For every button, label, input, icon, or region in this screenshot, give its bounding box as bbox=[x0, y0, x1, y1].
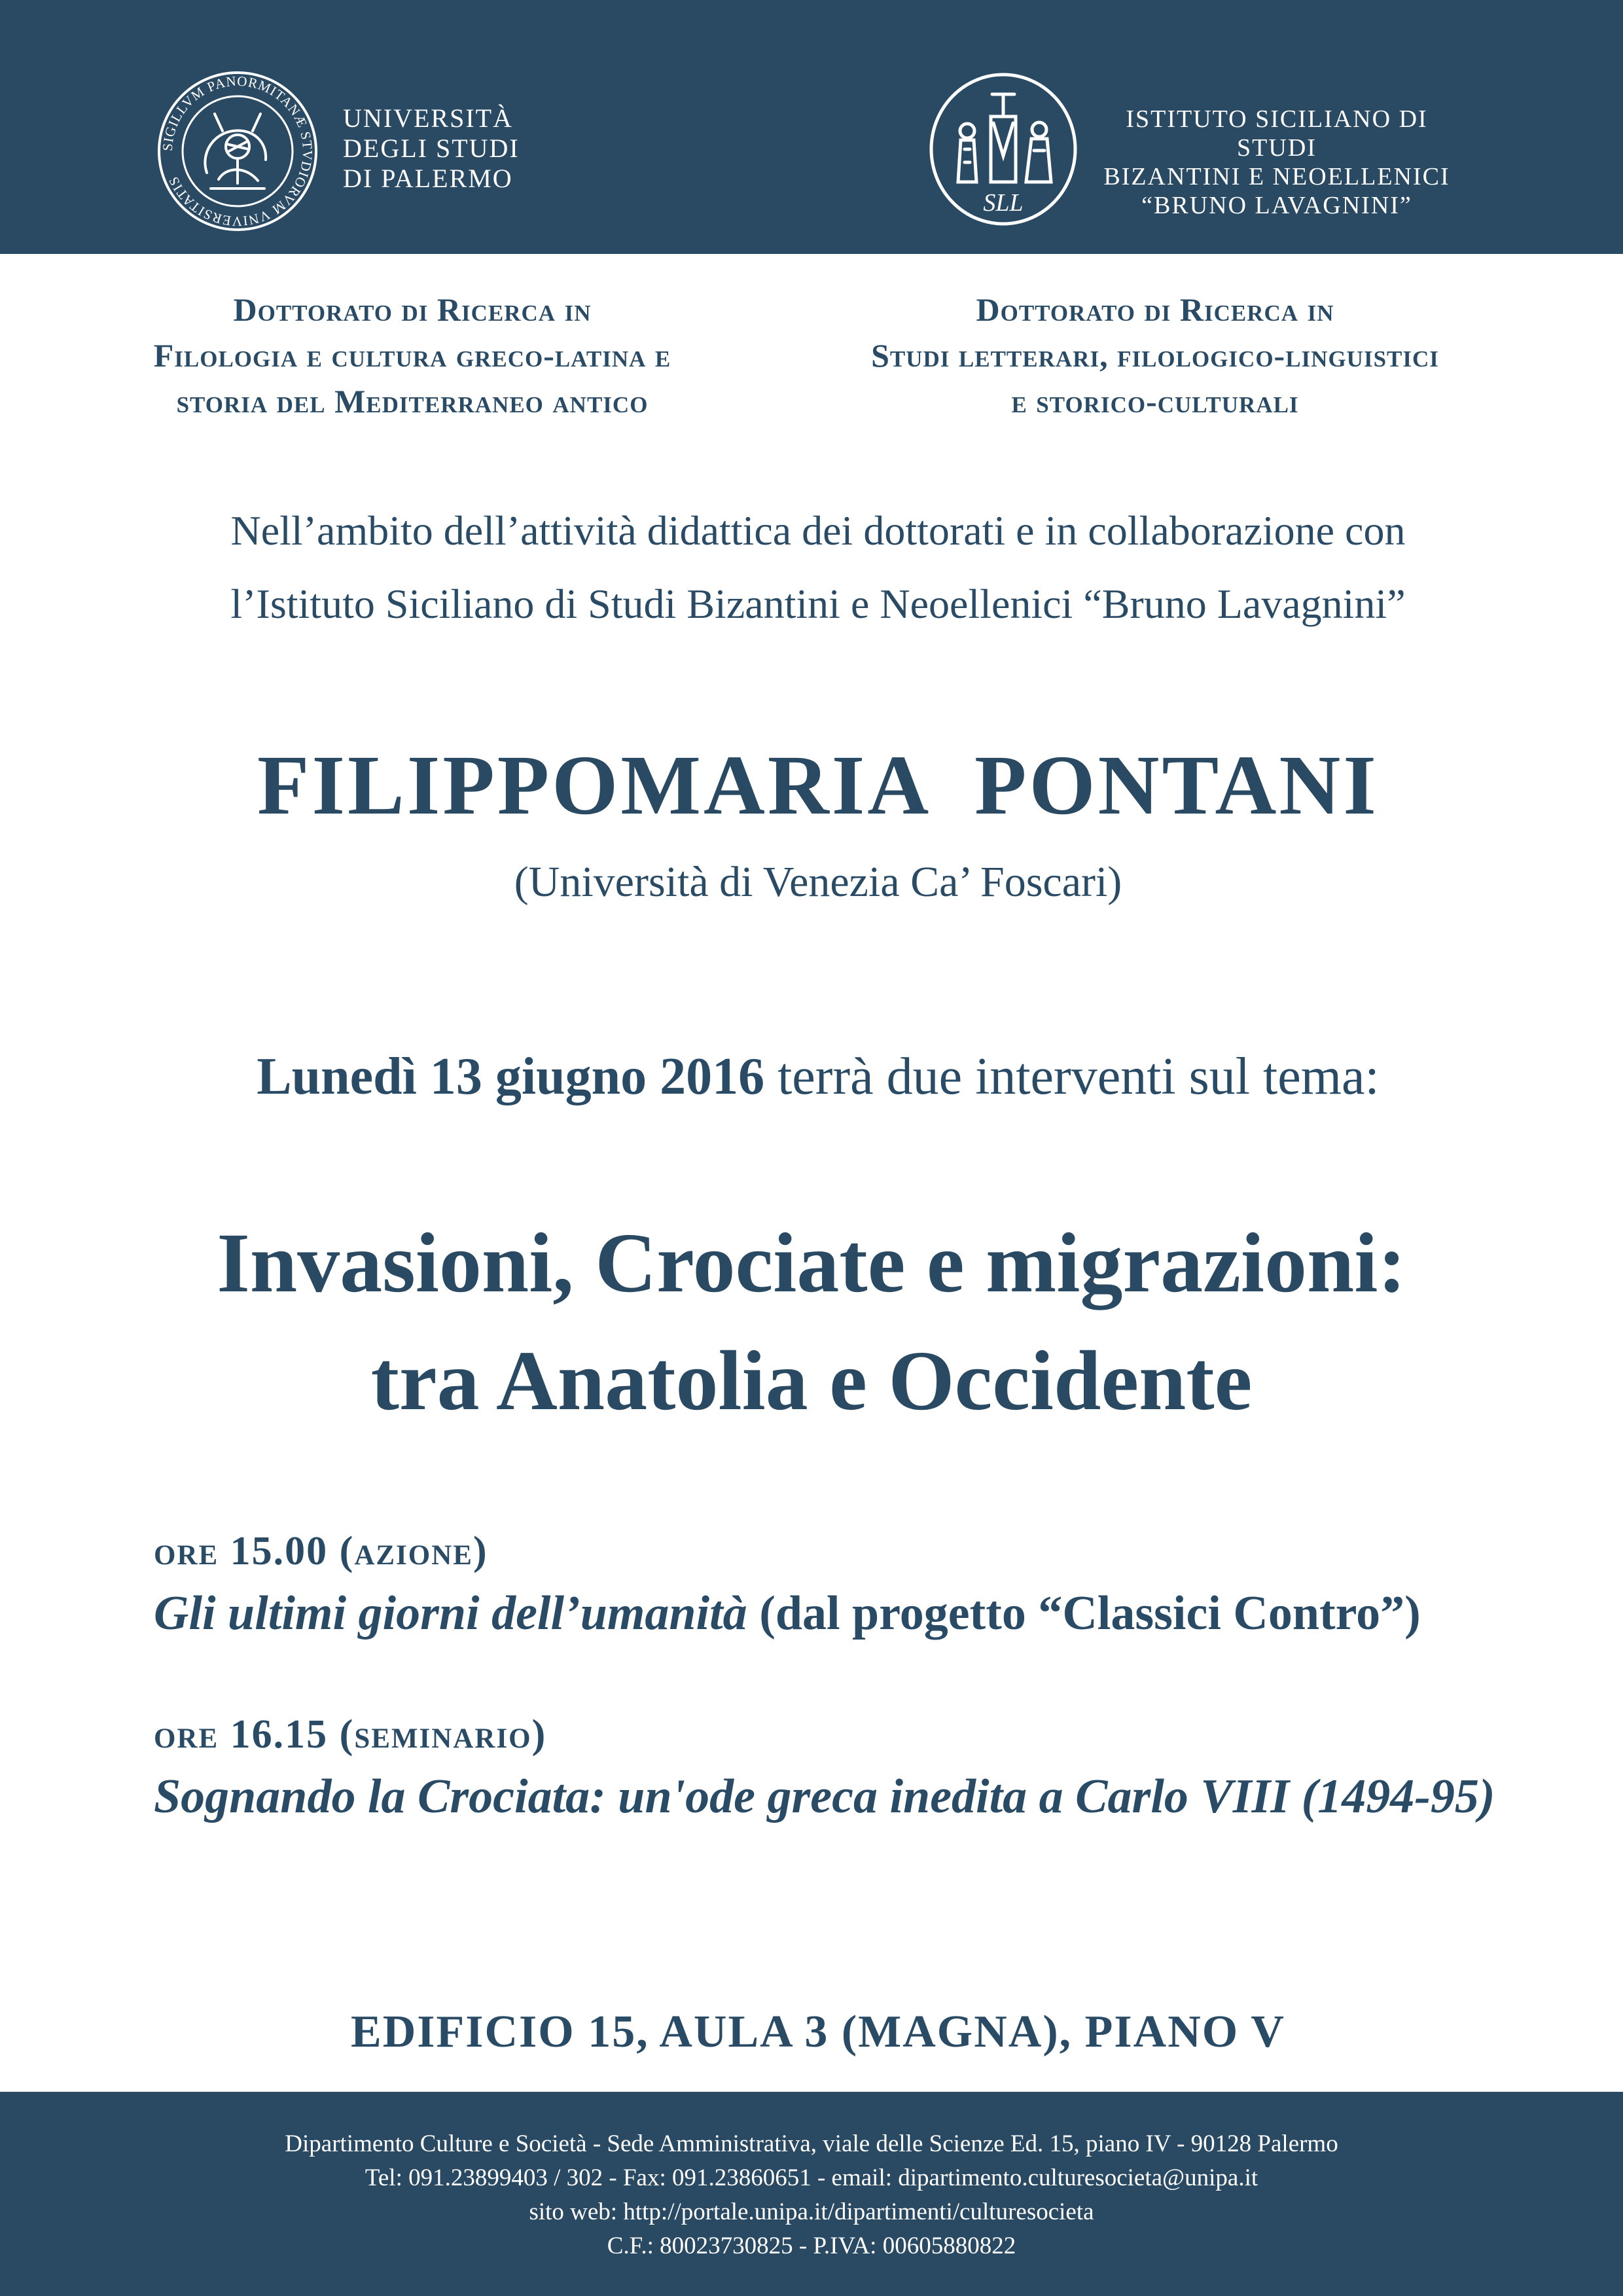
phd-right-line-2: Studi letterari, filologico-linguistici bbox=[871, 337, 1439, 374]
phd-left-line-1: Dottorato di Ricerca in bbox=[233, 291, 592, 328]
issb-line-3: “BRUNO LAVAGNINI” bbox=[1141, 192, 1412, 219]
theme-line-2: tra Anatolia e Occidente bbox=[370, 1334, 1253, 1428]
unipa-name bbox=[343, 103, 520, 194]
issb-line-2: BIZANTINI E NEOELLENICI bbox=[1103, 163, 1450, 190]
unipa-line-3: DI PALERMO bbox=[343, 164, 513, 193]
session-title-line bbox=[154, 1581, 1594, 1646]
intro-line-1: Nell’ambito dell’attività didattica dei dottorati e in collaborazione con bbox=[230, 507, 1406, 554]
phd-programme-left bbox=[65, 287, 759, 424]
issb-seal-legend: SLL bbox=[983, 189, 1024, 217]
speaker-affiliation: (Università di Venezia Ca’ Foscari) bbox=[514, 858, 1122, 906]
issb-name bbox=[1103, 105, 1450, 220]
event-date-line bbox=[92, 1047, 1544, 1107]
intro-paragraph bbox=[92, 494, 1544, 641]
theme-line-1: Invasioni, Crociate e migrazioni: bbox=[217, 1216, 1406, 1310]
phd-left-line-2: Filologia e cultura greco-latina e bbox=[153, 337, 671, 374]
footer-contacts bbox=[0, 2127, 1623, 2263]
unipa-line-2: DEGLI STUDI bbox=[343, 134, 520, 163]
phd-left-line-3: storia del Mediterraneo antico bbox=[176, 383, 649, 420]
session-time: ore 15.00 (azione) bbox=[154, 1529, 488, 1573]
unipa-seal-legend: SIGILLVM PANORMITANÆ STVDIORVM VNIVERSITATIS bbox=[159, 73, 316, 230]
issb-line-1: ISTITUTO SICILIANO DI STUDI bbox=[1126, 105, 1428, 162]
session-item bbox=[154, 1705, 1594, 1829]
phd-right-line-3: e storico-culturali bbox=[1011, 383, 1299, 420]
intro-line-2: l’Istituto Siciliano di Studi Bizantini e Neoellenici “Bruno Lavagnini” bbox=[230, 581, 1406, 627]
speaker-name: FILIPPOMARIA PONTANI bbox=[257, 738, 1379, 833]
unipa-line-1: UNIVERSITÀ bbox=[343, 103, 513, 133]
footer-fiscal-codes: C.F.: 80023730825 - P.IVA: 00605880822 bbox=[607, 2233, 1016, 2259]
event-date: Lunedì 13 giugno 2016 bbox=[257, 1048, 765, 1105]
venue: EDIFICIO 15, AULA 3 (MAGNA), PIANO V bbox=[351, 2007, 1285, 2057]
session-time: ore 16.15 (seminario) bbox=[154, 1712, 547, 1757]
session-note: (dal progetto “Classici Contro”) bbox=[747, 1587, 1421, 1640]
footer-website: sito web: http://portale.unipa.it/dipartimenti/culturesocieta bbox=[529, 2198, 1094, 2225]
session-title-line bbox=[154, 1764, 1594, 1829]
footer-phone-email: Tel: 091.23899403 / 302 - Fax: 091.23860651 - email: dipartimento.culturesocieta@unipa.it bbox=[365, 2164, 1258, 2191]
session-title: Sognando la Crociata: un'ode greca inedita a Carlo VIII (1494-95) bbox=[154, 1770, 1495, 1823]
session-title: Gli ultimi giorni dell’umanità bbox=[154, 1587, 747, 1640]
unipa-seal-logo bbox=[154, 68, 321, 234]
phd-right-line-1: Dottorato di Ricerca in bbox=[976, 291, 1334, 328]
event-theme bbox=[65, 1204, 1558, 1440]
session-item bbox=[154, 1522, 1594, 1646]
issb-seal-logo bbox=[927, 71, 1080, 228]
event-date-suffix: terrà due interventi sul tema: bbox=[764, 1048, 1380, 1105]
phd-programme-right bbox=[785, 287, 1525, 424]
footer-address: Dipartimento Culture e Società - Sede Amministrativa, viale delle Scienze Ed. 15, piano IV - 90128 Palermo bbox=[285, 2130, 1338, 2157]
